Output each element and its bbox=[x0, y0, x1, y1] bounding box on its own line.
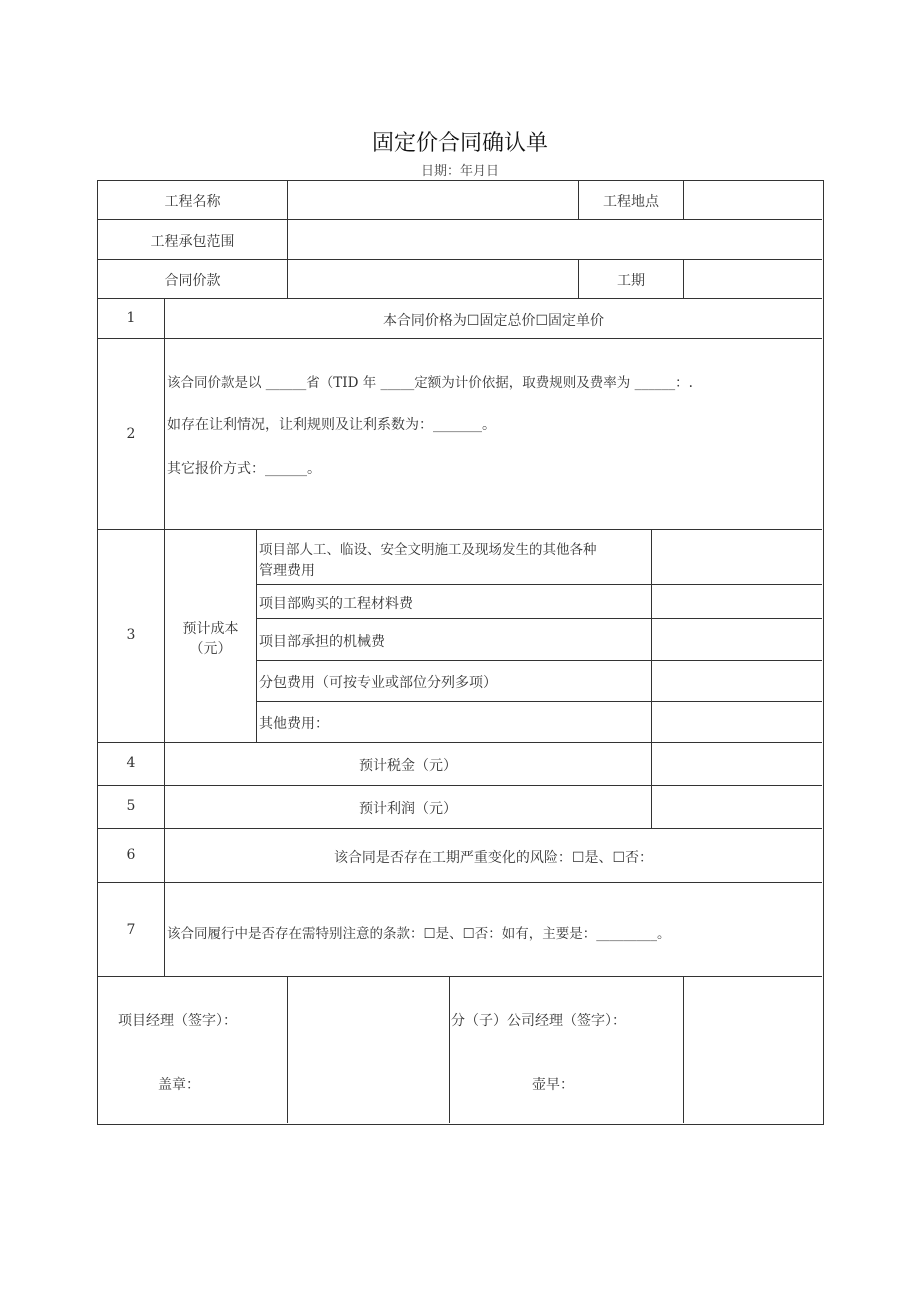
machinery-cost-label: 项目部承担的机械费 bbox=[259, 634, 385, 650]
row-number: 6 bbox=[126, 847, 136, 863]
row-divider bbox=[98, 976, 822, 977]
row-divider bbox=[257, 660, 822, 661]
row-number: 7 bbox=[126, 922, 136, 938]
row-divider bbox=[257, 618, 822, 619]
labor-cost-label: 项目部人工、临设、安全文明施工及现场发生的其他各种 bbox=[259, 542, 597, 558]
row-divider bbox=[98, 298, 822, 299]
col-divider bbox=[287, 976, 288, 1123]
pricing-basis-text: 该合同价款是以 ______省（TID 年 _____定额为计价依据，取费规则及费率为 ______：. bbox=[167, 375, 693, 391]
project-manager-seal-label: 盖章： bbox=[158, 1077, 200, 1093]
price-type-text: 本合同价格为☐固定总价☐固定单价 bbox=[382, 313, 605, 329]
col-divider bbox=[651, 529, 652, 828]
row-number: 5 bbox=[126, 798, 136, 814]
col-divider bbox=[256, 529, 257, 742]
row-divider bbox=[98, 259, 822, 260]
other-quote-text: 其它报价方式：______。 bbox=[167, 461, 321, 477]
special-clause-text: 该合同履行中是否存在需特别注意的条款：☐是、☐否：如有，主要是：_________。 bbox=[167, 926, 671, 942]
estimated-tax-label: 预计税金（元） bbox=[359, 758, 457, 774]
row-number: 3 bbox=[126, 627, 136, 643]
row-divider bbox=[98, 219, 822, 220]
document-title: 固定价合同确认单 bbox=[371, 131, 548, 156]
project-location-label: 工程地点 bbox=[603, 194, 659, 210]
project-manager-signature-label: 项目经理（签字）： bbox=[118, 1013, 237, 1029]
row-divider bbox=[98, 882, 822, 883]
date-line: 日期：年月日 bbox=[420, 164, 499, 179]
materials-cost-label: 项目部购买的工程材料费 bbox=[259, 596, 413, 612]
row-divider bbox=[257, 584, 822, 585]
row-divider bbox=[98, 742, 822, 743]
subcontract-cost-label: 分包费用（可按专业或部位分列多项） bbox=[259, 675, 497, 691]
schedule-risk-text: 该合同是否存在工期严重变化的风险：☐是、☐否： bbox=[333, 850, 654, 866]
row-number: 1 bbox=[126, 310, 136, 326]
col-divider bbox=[683, 259, 684, 298]
row-divider bbox=[98, 828, 822, 829]
row-number: 4 bbox=[126, 755, 136, 771]
row-divider bbox=[98, 529, 822, 530]
branch-manager-signature-label: 分（子）公司经理（签字）： bbox=[451, 1013, 626, 1029]
col-divider bbox=[449, 976, 450, 1123]
branch-manager-seal-label: 壶早： bbox=[532, 1077, 574, 1093]
project-name-label: 工程名称 bbox=[164, 194, 221, 210]
scope-label: 工程承包范围 bbox=[150, 234, 235, 250]
col-divider bbox=[683, 976, 684, 1123]
contract-price-label: 合同价款 bbox=[164, 273, 221, 289]
estimated-profit-label: 预计利润（元） bbox=[359, 801, 457, 817]
col-divider bbox=[683, 180, 684, 219]
labor-cost-label-cont: 管理费用 bbox=[259, 563, 315, 579]
row-number: 2 bbox=[126, 426, 136, 442]
row-divider bbox=[98, 338, 822, 339]
duration-label: 工期 bbox=[617, 273, 645, 289]
discount-text: 如存在让利情况，让利规则及让利系数为：_______。 bbox=[167, 417, 496, 433]
estimated-cost-unit: （元） bbox=[189, 641, 232, 657]
other-cost-label: 其他费用： bbox=[259, 716, 329, 732]
row-divider bbox=[98, 785, 822, 786]
col-divider bbox=[287, 180, 288, 298]
row-divider bbox=[257, 701, 822, 702]
estimated-cost-label: 预计成本 bbox=[182, 621, 239, 637]
